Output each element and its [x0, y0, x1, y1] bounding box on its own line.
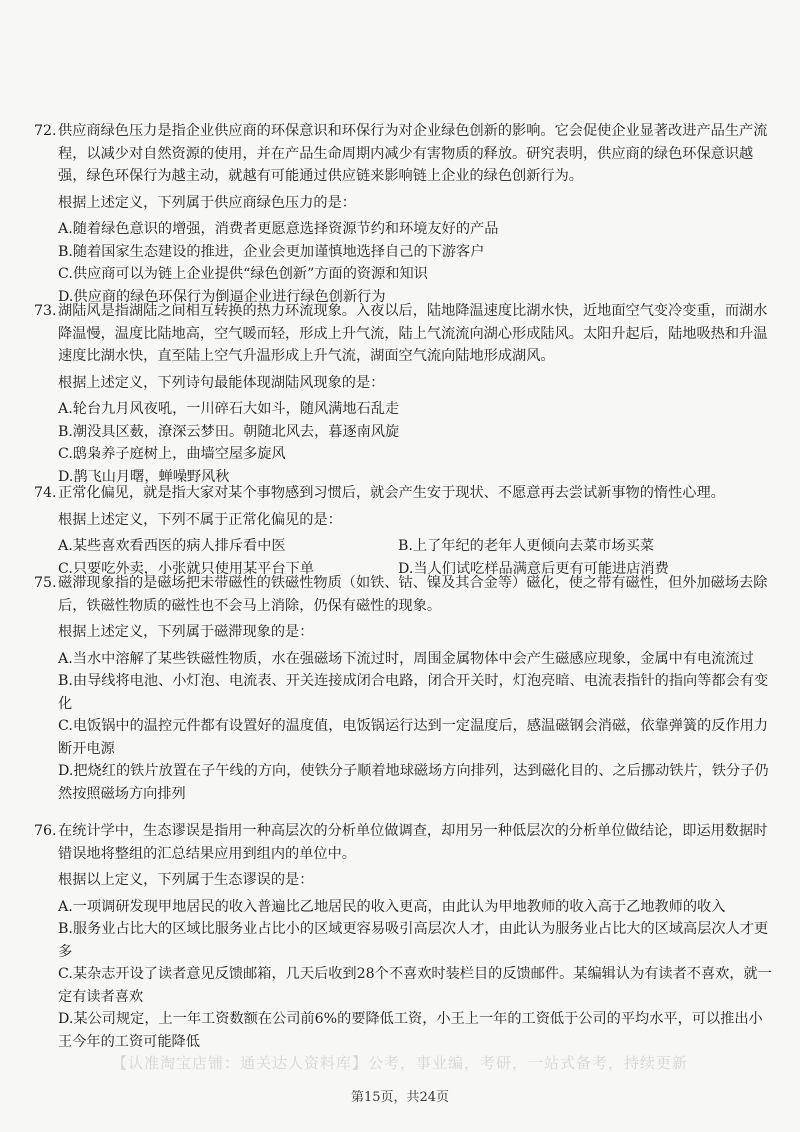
question-74 [34, 482, 774, 580]
option-b: B.上了年纪的老年人更倾向去菜市场买菜 [398, 538, 655, 554]
question-number: 76. [34, 823, 57, 839]
question-text: 72.供应商绿色压力是指企业供应商的环保意识和环保行为对企业绿色创新的影响。它会促使企业显著改进产品生产流程，以减少对自然资源的使用，并在产品生命周期内减少有害物质的释放。研究表明，供应商的绿色环保意识越强，绿色环保行为越主动，就越有可能通过供应链来影响链上企业的绿色创新行为。 [34, 120, 774, 188]
option-d: D.当人们试吃样品满意后更有可能进店消费 [398, 560, 669, 577]
question-number: 72. [34, 123, 57, 139]
question-text: 74.正常化偏见，就是指大家对某个事物感到习惯后，就会产生安于现状、不愿意再去尝试新事物的惰性心理。 [34, 482, 774, 505]
question-prompt: 根据以上定义，下列属于生态谬误的是： [58, 872, 314, 888]
option-c: C.供应商可以为链上企业提供“绿色创新”方面的资源和知识 [58, 266, 428, 282]
option-c: C.鸱枭养子庭树上，曲墙空屋多旋风 [58, 446, 286, 462]
option-a: A.一项调研发现甲地居民的收入普遍比乙地居民的收入更高，由此认为甲地教师的收入高于乙地教师的收入 [58, 898, 726, 915]
question-number: 74. [34, 485, 57, 501]
question-76 [34, 820, 774, 1053]
question-prompt: 根据上述定义，下列诗句最能体现湖陆风现象的是： [58, 374, 385, 391]
option-a: A.轮台九月风夜吼，一川碎石大如斗，随风满地石乱走 [58, 401, 400, 417]
option-b: B.潮没具区薮，潦深云梦田。朝随北风去，暮逐南风旋 [58, 423, 400, 440]
question-text: 73.湖陆风是指湖陆之间相互转换的热力环流现象。入夜以后，陆地降温速度比湖水快，近地面空气变冷变重，而湖水降温慢，温度比陆地高，空气暖而轻，形成上升气流，陆上气流流向湖心形成陆风。太阳升起后，陆地吸热和升温速度比湖水快，直至陆上空气升温形成上升气流，湖面空气流向陆地形成湖风。 [34, 300, 774, 368]
option-a: A.随着绿色意识的增强，消费者更愿意选择资源节约和环境友好的产品 [58, 221, 499, 237]
option-b: B.由导线将电池、小灯泡、电流表、开关连接成闭合电路，闭合开关时，灯泡亮暗、电流表指针的指向等都会有变化 [58, 673, 769, 712]
question-75 [34, 572, 774, 805]
question-text: 75.磁滞现象指的是磁场把未带磁性的铁磁性物质（如铁、钴、镍及其合金等）磁化，使之带有磁性，但外加磁场去除后，铁磁性物质的磁性也不会马上消除，仍保有磁性的现象。 [34, 572, 774, 617]
question-prompt: 根据上述定义，下列不属于正常化偏见的是： [58, 511, 342, 528]
question-number: 73. [34, 303, 57, 319]
option-d: D.供应商的绿色环保行为倒逼企业进行绿色创新行为 [58, 288, 386, 305]
option-b: B.服务业占比大的区域比服务业占比小的区域更容易吸引高层次人才，由此认为服务业占比大的区域高层次人才更多 [58, 921, 769, 960]
option-a: A.某些喜欢看西医的病人排斥看中医 [58, 538, 286, 554]
question-text: 76.在统计学中，生态谬误是指用一种高层次的分析单位做调查，却用另一种低层次的分析单位做结论，即运用数据时错误地将整组的汇总结果应用到组内的单位中。 [34, 820, 774, 865]
question-prompt: 根据上述定义，下列属于磁滞现象的是： [58, 624, 314, 640]
watermark: 【认准淘宝店铺：通关达人资料库】公考，事业编，考研，一站式备考，持续更新 [111, 1054, 688, 1072]
question-number: 75. [34, 575, 57, 591]
option-c: C.某杂志开设了读者意见反馈邮箱，几天后收到28个不喜欢时装栏目的反馈邮件。某编辑认为有读者不喜欢，就一定有读者喜欢 [58, 966, 772, 1005]
question-73 [34, 300, 774, 488]
option-c: C.只要吃外卖，小张就只使用某平台下单 [58, 560, 315, 577]
option-d: D.某公司规定，上一年工资数额在公司前6%的要降低工资，小王上一年的工资低于公司的平均水平，可以推出小王今年的工资可能降低 [58, 1011, 763, 1050]
page-number: 第15页，共24页 [350, 1090, 450, 1105]
option-a: A.当水中溶解了某些铁磁性物质，水在强磁场下流过时，周围金属物体中会产生磁感应现象，金属中有电流流过 [58, 650, 754, 667]
question-72 [34, 120, 774, 308]
option-d: D.鹊飞山月曙，蝉噪野风秋 [58, 468, 230, 485]
option-b: B.随着国家生态建设的推进，企业会更加谨慎地选择自己的下游客户 [58, 243, 485, 260]
option-d: D.把烧红的铁片放置在子午线的方向，使铁分子顺着地球磁场方向排列，达到磁化目的、之后挪动铁片，铁分子仍然按照磁场方向排列 [58, 763, 769, 802]
option-c: C.电饭锅中的温控元件都有设置好的温度值，电饭锅运行达到一定温度后，感温磁钢会消磁，依靠弹簧的反作用力断开电源 [58, 718, 769, 757]
question-prompt: 根据上述定义，下列属于供应商绿色压力的是： [58, 194, 356, 211]
